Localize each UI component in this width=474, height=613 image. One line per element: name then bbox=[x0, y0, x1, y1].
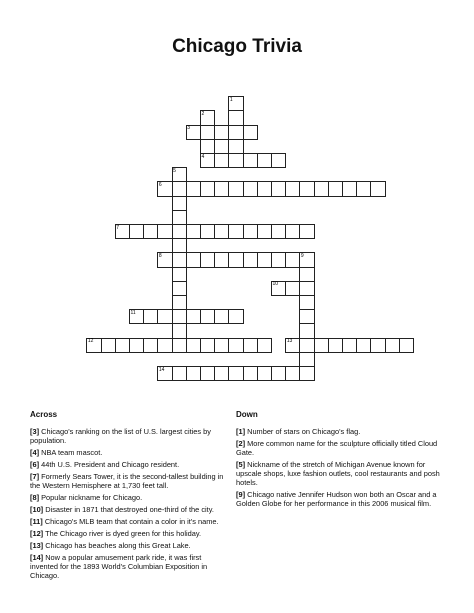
grid-cell[interactable] bbox=[200, 181, 215, 196]
grid-cell[interactable] bbox=[299, 267, 314, 282]
cell-number: 2 bbox=[201, 110, 205, 117]
grid-cell[interactable] bbox=[299, 323, 314, 338]
grid-cell[interactable] bbox=[129, 338, 144, 353]
clue-number: [14] bbox=[30, 553, 44, 562]
across-clue bbox=[30, 460, 226, 469]
clue-number: [8] bbox=[30, 493, 40, 502]
down-heading: Down bbox=[236, 410, 258, 419]
grid-cell[interactable] bbox=[285, 224, 300, 239]
grid-cell[interactable] bbox=[214, 366, 229, 381]
grid-cell[interactable] bbox=[228, 153, 243, 168]
cell-number: 6 bbox=[158, 181, 162, 188]
cell-number: 10 bbox=[272, 281, 279, 288]
grid-cell[interactable] bbox=[186, 366, 201, 381]
grid-cell[interactable] bbox=[214, 153, 229, 168]
cell-number: 14 bbox=[158, 366, 165, 373]
grid-cell[interactable] bbox=[214, 181, 229, 196]
grid-cell[interactable] bbox=[200, 366, 215, 381]
grid-cell[interactable] bbox=[370, 338, 385, 353]
grid-cell[interactable] bbox=[214, 338, 229, 353]
clue-text: The Chicago river is dyed green for this holiday. bbox=[45, 529, 202, 538]
clue-text: Chicago native Jennifer Hudson won both an Oscar and a Golden Globe for her performance in this 2006 musical film. bbox=[236, 490, 437, 508]
clue-number: [7] bbox=[30, 472, 40, 481]
grid-cell[interactable] bbox=[186, 252, 201, 267]
grid-cell[interactable] bbox=[143, 338, 158, 353]
cell-number: 11 bbox=[130, 309, 136, 316]
clue-number: [6] bbox=[30, 460, 40, 469]
grid-cell[interactable] bbox=[314, 181, 329, 196]
down-clue bbox=[236, 439, 442, 457]
down-clue bbox=[236, 427, 442, 436]
grid-cell[interactable] bbox=[186, 338, 201, 353]
grid-cell[interactable] bbox=[228, 139, 243, 154]
grid-cell[interactable] bbox=[243, 224, 258, 239]
grid-cell[interactable] bbox=[172, 196, 187, 211]
clue-text: Number of stars on Chicago's flag. bbox=[247, 427, 361, 436]
across-clues bbox=[30, 410, 226, 583]
grid-cell[interactable] bbox=[157, 309, 172, 324]
grid-cell[interactable] bbox=[257, 366, 272, 381]
grid-cell[interactable] bbox=[214, 224, 229, 239]
grid-cell[interactable] bbox=[314, 338, 329, 353]
grid-cell[interactable] bbox=[299, 295, 314, 310]
grid-cell[interactable] bbox=[228, 125, 243, 140]
down-clues bbox=[236, 410, 442, 511]
grid-cell[interactable] bbox=[214, 125, 229, 140]
clue-number: [13] bbox=[30, 541, 44, 550]
grid-cell[interactable] bbox=[200, 224, 215, 239]
across-clue bbox=[30, 553, 226, 580]
grid-cell[interactable] bbox=[228, 252, 243, 267]
across-clue bbox=[30, 541, 226, 550]
grid-cell[interactable] bbox=[172, 252, 187, 267]
grid-cell[interactable] bbox=[172, 224, 187, 239]
clue-text: Disaster in 1871 that destroyed one-third of the city. bbox=[45, 505, 214, 514]
grid-cell[interactable] bbox=[157, 224, 172, 239]
grid-cell[interactable] bbox=[172, 181, 187, 196]
grid-cell[interactable] bbox=[271, 153, 286, 168]
across-clue bbox=[30, 448, 226, 457]
clue-number: [11] bbox=[30, 517, 43, 526]
grid-cell[interactable] bbox=[214, 252, 229, 267]
clue-text: NBA team mascot. bbox=[41, 448, 103, 457]
grid-cell[interactable] bbox=[172, 238, 187, 253]
down-clue bbox=[236, 490, 442, 508]
grid-cell[interactable] bbox=[299, 366, 314, 381]
cell-number: 8 bbox=[158, 252, 162, 259]
clue-number: [1] bbox=[236, 427, 246, 436]
grid-cell[interactable] bbox=[285, 366, 300, 381]
across-clue bbox=[30, 472, 226, 490]
grid-cell[interactable] bbox=[299, 281, 314, 296]
grid-cell[interactable] bbox=[200, 338, 215, 353]
grid-cell[interactable] bbox=[328, 338, 343, 353]
grid-cell[interactable] bbox=[257, 252, 272, 267]
grid-cell[interactable] bbox=[257, 338, 272, 353]
clue-number: [10] bbox=[30, 505, 44, 514]
cell-number: 7 bbox=[116, 224, 120, 231]
grid-cell[interactable] bbox=[243, 153, 258, 168]
clue-text: Formerly Sears Tower, it is the second-tallest building in the Western Hemisphere at 1,730 feet tall. bbox=[30, 472, 224, 490]
grid-cell[interactable] bbox=[172, 338, 187, 353]
grid-cell[interactable] bbox=[342, 338, 357, 353]
cell-number: 3 bbox=[187, 125, 191, 132]
grid-cell[interactable] bbox=[143, 309, 158, 324]
clue-text: Chicago has beaches along this Great Lake. bbox=[45, 541, 191, 550]
grid-cell[interactable] bbox=[172, 366, 187, 381]
grid-cell[interactable] bbox=[299, 338, 314, 353]
cell-number: 5 bbox=[173, 167, 176, 174]
cell-number: 12 bbox=[87, 338, 94, 345]
grid-cell[interactable] bbox=[200, 125, 215, 140]
grid-cell[interactable] bbox=[200, 252, 215, 267]
grid-cell[interactable] bbox=[243, 252, 258, 267]
grid-cell[interactable] bbox=[228, 338, 243, 353]
grid-cell[interactable] bbox=[370, 181, 385, 196]
clue-number: [2] bbox=[236, 439, 246, 448]
grid-cell[interactable] bbox=[129, 224, 144, 239]
grid-cell[interactable] bbox=[257, 181, 272, 196]
grid-cell[interactable] bbox=[299, 224, 314, 239]
grid-cell[interactable] bbox=[186, 181, 201, 196]
grid-cell[interactable] bbox=[257, 153, 272, 168]
grid-cell[interactable] bbox=[299, 352, 314, 367]
grid-cell[interactable] bbox=[243, 125, 258, 140]
grid-cell[interactable] bbox=[243, 338, 258, 353]
clue-text: Chicago's ranking on the list of U.S. largest cities by population. bbox=[30, 427, 211, 445]
grid-cell[interactable] bbox=[172, 267, 187, 282]
grid-cell[interactable] bbox=[186, 309, 201, 324]
clue-text: Chicago's MLB team that contain a color in it's name. bbox=[44, 517, 219, 526]
clue-number: [12] bbox=[30, 529, 44, 538]
clue-text: Now a popular amusement park ride, it was first invented for the 1893 World's Columbian Exposition in Chicago. bbox=[30, 553, 208, 580]
across-clue bbox=[30, 529, 226, 538]
grid-cell[interactable] bbox=[271, 181, 286, 196]
grid-cell[interactable] bbox=[299, 309, 314, 324]
down-clue bbox=[236, 460, 442, 487]
clue-text: More common name for the sculpture officially titled Cloud Gate. bbox=[236, 439, 438, 457]
across-heading: Across bbox=[30, 410, 58, 419]
grid-cell[interactable] bbox=[356, 338, 371, 353]
cell-number: 4 bbox=[201, 153, 205, 160]
grid-cell[interactable] bbox=[328, 181, 343, 196]
grid-cell[interactable] bbox=[115, 338, 130, 353]
page-title: Chicago Trivia bbox=[172, 36, 302, 57]
across-clue bbox=[30, 517, 226, 526]
grid-cell[interactable] bbox=[342, 181, 357, 196]
clue-text: 44th U.S. President and Chicago resident. bbox=[41, 460, 180, 469]
clue-text: Popular nickname for Chicago. bbox=[41, 493, 143, 502]
clue-number: [3] bbox=[30, 427, 40, 436]
grid-cell[interactable] bbox=[228, 181, 243, 196]
grid-cell[interactable] bbox=[186, 224, 201, 239]
cell-number: 13 bbox=[286, 338, 293, 345]
grid-cell[interactable] bbox=[228, 224, 243, 239]
grid-cell[interactable] bbox=[271, 224, 286, 239]
grid-cell[interactable] bbox=[285, 181, 300, 196]
cell-number: 9 bbox=[300, 252, 304, 259]
across-clue bbox=[30, 505, 226, 514]
grid-cell[interactable] bbox=[228, 366, 243, 381]
clue-number: [9] bbox=[236, 490, 246, 499]
grid-cell[interactable] bbox=[271, 366, 286, 381]
grid-cell[interactable] bbox=[101, 338, 116, 353]
clue-number: [4] bbox=[30, 448, 40, 457]
grid-cell[interactable] bbox=[172, 309, 187, 324]
grid-cell[interactable] bbox=[399, 338, 414, 353]
clue-number: [5] bbox=[236, 460, 246, 469]
grid-cell[interactable] bbox=[214, 309, 229, 324]
clue-text: Nickname of the stretch of Michigan Avenue known for upscale shops, luxe fashion outlets, cool restaurants and posh hotels. bbox=[236, 460, 440, 487]
grid-cell[interactable] bbox=[200, 309, 215, 324]
grid-cell[interactable] bbox=[200, 139, 215, 154]
grid-cell[interactable] bbox=[157, 338, 172, 353]
across-clue bbox=[30, 493, 226, 502]
grid-cell[interactable] bbox=[257, 224, 272, 239]
grid-cell[interactable] bbox=[385, 338, 400, 353]
grid-cell[interactable] bbox=[172, 281, 187, 296]
grid-cell[interactable] bbox=[228, 110, 243, 125]
grid-cell[interactable] bbox=[243, 366, 258, 381]
grid-cell[interactable] bbox=[143, 224, 158, 239]
grid-cell[interactable] bbox=[285, 252, 300, 267]
cell-number: 1 bbox=[229, 96, 233, 103]
across-clue bbox=[30, 427, 226, 445]
grid-cell[interactable] bbox=[285, 281, 300, 296]
grid-cell[interactable] bbox=[271, 252, 286, 267]
grid-cell[interactable] bbox=[172, 210, 187, 225]
grid-cell[interactable] bbox=[243, 181, 258, 196]
grid-cell[interactable] bbox=[299, 181, 314, 196]
grid-cell[interactable] bbox=[172, 295, 187, 310]
grid-cell[interactable] bbox=[172, 323, 187, 338]
grid-cell[interactable] bbox=[228, 309, 243, 324]
grid-cell[interactable] bbox=[356, 181, 371, 196]
